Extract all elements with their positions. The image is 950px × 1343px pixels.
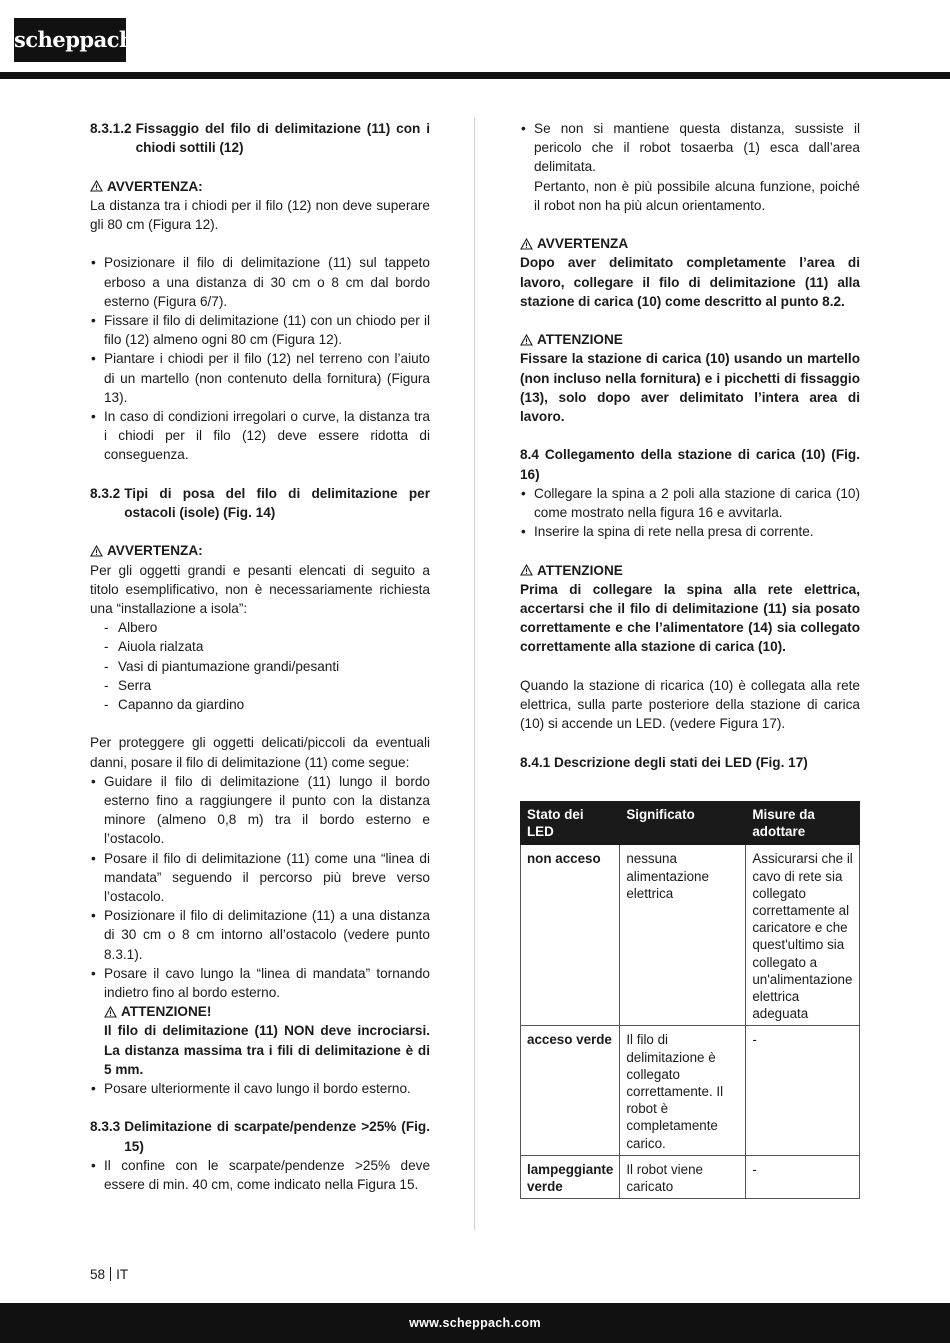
section-8-3-1-2-heading: 8.3.1.2 Fissaggio del filo di delimitazione (11) con i chiodi sottili (12): [90, 121, 430, 156]
warning-text: Dopo aver delimitato completamente l’area di lavoro, collegare il filo di delimitazione (11) alla stazione di carica (10) come descritto al punto 8.2.: [520, 255, 860, 309]
bullet-list: [520, 119, 860, 215]
warning-heading: AVVERTENZA:: [90, 177, 430, 196]
warning-icon: [520, 334, 533, 346]
warning-icon: [90, 180, 103, 192]
warning-icon: [90, 545, 103, 557]
object-list: [90, 618, 430, 714]
warning-text: La distanza tra i chiodi per il filo (12) non deve superare gli 80 cm (Figura 12).: [90, 197, 430, 232]
caution-heading: ATTENZIONE!: [104, 1002, 430, 1021]
warning-heading: AVVERTENZA: [520, 234, 860, 253]
table-cell: Il robot viene caricato: [620, 1155, 746, 1198]
bullet-list: [90, 772, 430, 1002]
page-number: 58 IT: [90, 1267, 129, 1282]
table-cell: acceso verde: [521, 1026, 620, 1155]
column-header: Misure da adottare: [746, 802, 860, 845]
paragraph: Quando la stazione di ricarica (10) è collegata alla rete elettrica, sulla parte posteriore della stazione di carica (10) si accende un LED. (vedere Figura 17).: [520, 677, 860, 732]
list-item: • Posare il filo di delimitazione (11) come una “linea di mandata” seguendo il percorso più breve verso l’ostacolo.: [90, 849, 430, 907]
table-row: [521, 1026, 860, 1155]
warning-icon: [520, 238, 533, 250]
warning-heading: AVVERTENZA:: [90, 541, 430, 560]
list-item: - Serra: [104, 676, 430, 695]
list-item: - Vasi di piantumazione grandi/pesanti: [104, 657, 430, 676]
list-item: • Guidare il filo di delimitazione (11) lungo il bordo esterno fino a raggiungere il punto con la distanza minore (almeno 0,8 m) tra il bordo esterno e l’ostacolo.: [90, 772, 430, 849]
table-cell: Il filo di delimitazione è collegato correttamente. Il robot è completamente carico.: [620, 1026, 746, 1155]
bullet-list: [90, 253, 430, 464]
list-item: • Il confine con le scarpate/pendenze >25% deve essere di min. 40 cm, come indicato nella Figura 15.: [90, 1156, 430, 1194]
list-item: • Posare ulteriormente il cavo lungo il bordo esterno.: [90, 1079, 430, 1098]
section-8-4-1-heading: 8.4.1 Descrizione degli stati dei LED (Fig. 17): [520, 754, 808, 770]
table-row: [521, 845, 860, 1026]
right-column: [520, 119, 860, 1199]
warning-icon: [520, 564, 533, 576]
column-divider: [474, 118, 475, 1230]
table-cell: non acceso: [521, 845, 620, 1026]
list-item: - Albero: [104, 618, 430, 637]
section-8-4-heading: 8.4 Collegamento della stazione di carica (10) (Fig. 16): [520, 447, 860, 482]
caution-heading: ATTENZIONE: [520, 561, 860, 580]
column-header: Stato dei LED: [521, 802, 620, 845]
list-item: • In caso di condizioni irregolari o curve, la distanza tra i chiodi per il filo (12) deve essere ridotta di conseguenza.: [90, 407, 430, 465]
brand-logo: scheppach: [14, 18, 126, 62]
table-header-row: [521, 802, 860, 845]
bullet-list: [90, 1156, 430, 1194]
warning-icon: [104, 1006, 117, 1018]
table-cell: lampeggiante verde: [521, 1155, 620, 1198]
list-item: - Capanno da giardino: [104, 695, 430, 714]
caution-text: Il filo di delimitazione (11) NON deve incrociarsi. La distanza massima tra i fili di delimitazione è di 5 mm.: [104, 1023, 430, 1077]
website-link[interactable]: www.scheppach.com: [409, 1316, 541, 1330]
caution-text: Fissare la stazione di carica (10) usando un martello (non incluso nella fornitura) e i picchetti di fissaggio (13), solo dopo aver delimitato l’intera area di lavoro.: [520, 351, 860, 425]
led-status-table: [520, 801, 860, 1199]
section-8-3-2-heading: 8.3.2 Tipi di posa del filo di delimitazione per ostacoli (isole) (Fig. 14): [90, 485, 430, 521]
list-item: • Posizionare il filo di delimitazione (11) a una distanza di 30 cm o 8 cm intorno all’ostacolo (vedere punto 8.3.1).: [90, 906, 430, 964]
header-rule: [0, 72, 950, 79]
list-item: • Posare il cavo lungo la “linea di mandata” tornando indietro fino al bordo esterno.: [90, 964, 430, 1002]
bullet-list: [520, 484, 860, 542]
table-cell: -: [746, 1155, 860, 1198]
list-item: • Fissare il filo di delimitazione (11) con un chiodo per il filo (12) almeno ogni 80 cm (Figura 12).: [90, 311, 430, 349]
list-item: • Se non si mantiene questa distanza, sussiste il pericolo che il robot tosaerba (1) esca dall’area delimitata. Pertanto, non è più possibile alcuna funzione, poiché il robot non ha più alcun orientamento.: [520, 119, 860, 215]
caution-block: [90, 1002, 430, 1079]
table-cell: Assicurarsi che il cavo di rete sia collegato correttamente al caricatore e che quest'ultimo sia collegato a un'alimentazione elettrica adeguata: [746, 845, 860, 1026]
left-column: [90, 119, 430, 1194]
table-cell: nessuna alimentazione elettrica: [620, 845, 746, 1026]
list-item: - Aiuola rialzata: [104, 637, 430, 656]
caution-text: Prima di collegare la spina alla rete elettrica, accertarsi che il filo di delimitazione (11) sia posato correttamente e che l’alimentatore (14) sia collegato correttamente alla stazione di carica (10).: [520, 581, 860, 655]
table-row: [521, 1155, 860, 1198]
warning-text: Per gli oggetti grandi e pesanti elencati di seguito a titolo esemplificativo, non è necessariamente richiesta una “installazione a isola”:: [90, 562, 430, 617]
caution-heading: ATTENZIONE: [520, 330, 860, 349]
column-header: Significato: [620, 802, 746, 845]
list-item: • Posizionare il filo di delimitazione (11) sul tappeto erboso a una distanza di 30 cm o 8 cm dal bordo esterno (Figura 6/7).: [90, 253, 430, 311]
footer-bar: [0, 1303, 950, 1343]
table-cell: -: [746, 1026, 860, 1155]
paragraph: Per proteggere gli oggetti delicati/piccoli da eventuali danni, posare il filo di delimitazione (11) come segue:: [90, 735, 430, 770]
list-item: • Inserire la spina di rete nella presa di corrente.: [520, 522, 860, 541]
bullet-list: [90, 1079, 430, 1098]
list-item: • Piantare i chiodi per il filo (12) nel terreno con l’aiuto di un martello (non contenuto della fornitura) (Figura 13).: [90, 349, 430, 407]
section-8-3-3-heading: 8.3.3 Delimitazione di scarpate/pendenze >25% (Fig. 15): [90, 1119, 430, 1154]
list-item: • Collegare la spina a 2 poli alla stazione di carica (10) come mostrato nella figura 16 e avvitarla.: [520, 484, 860, 522]
